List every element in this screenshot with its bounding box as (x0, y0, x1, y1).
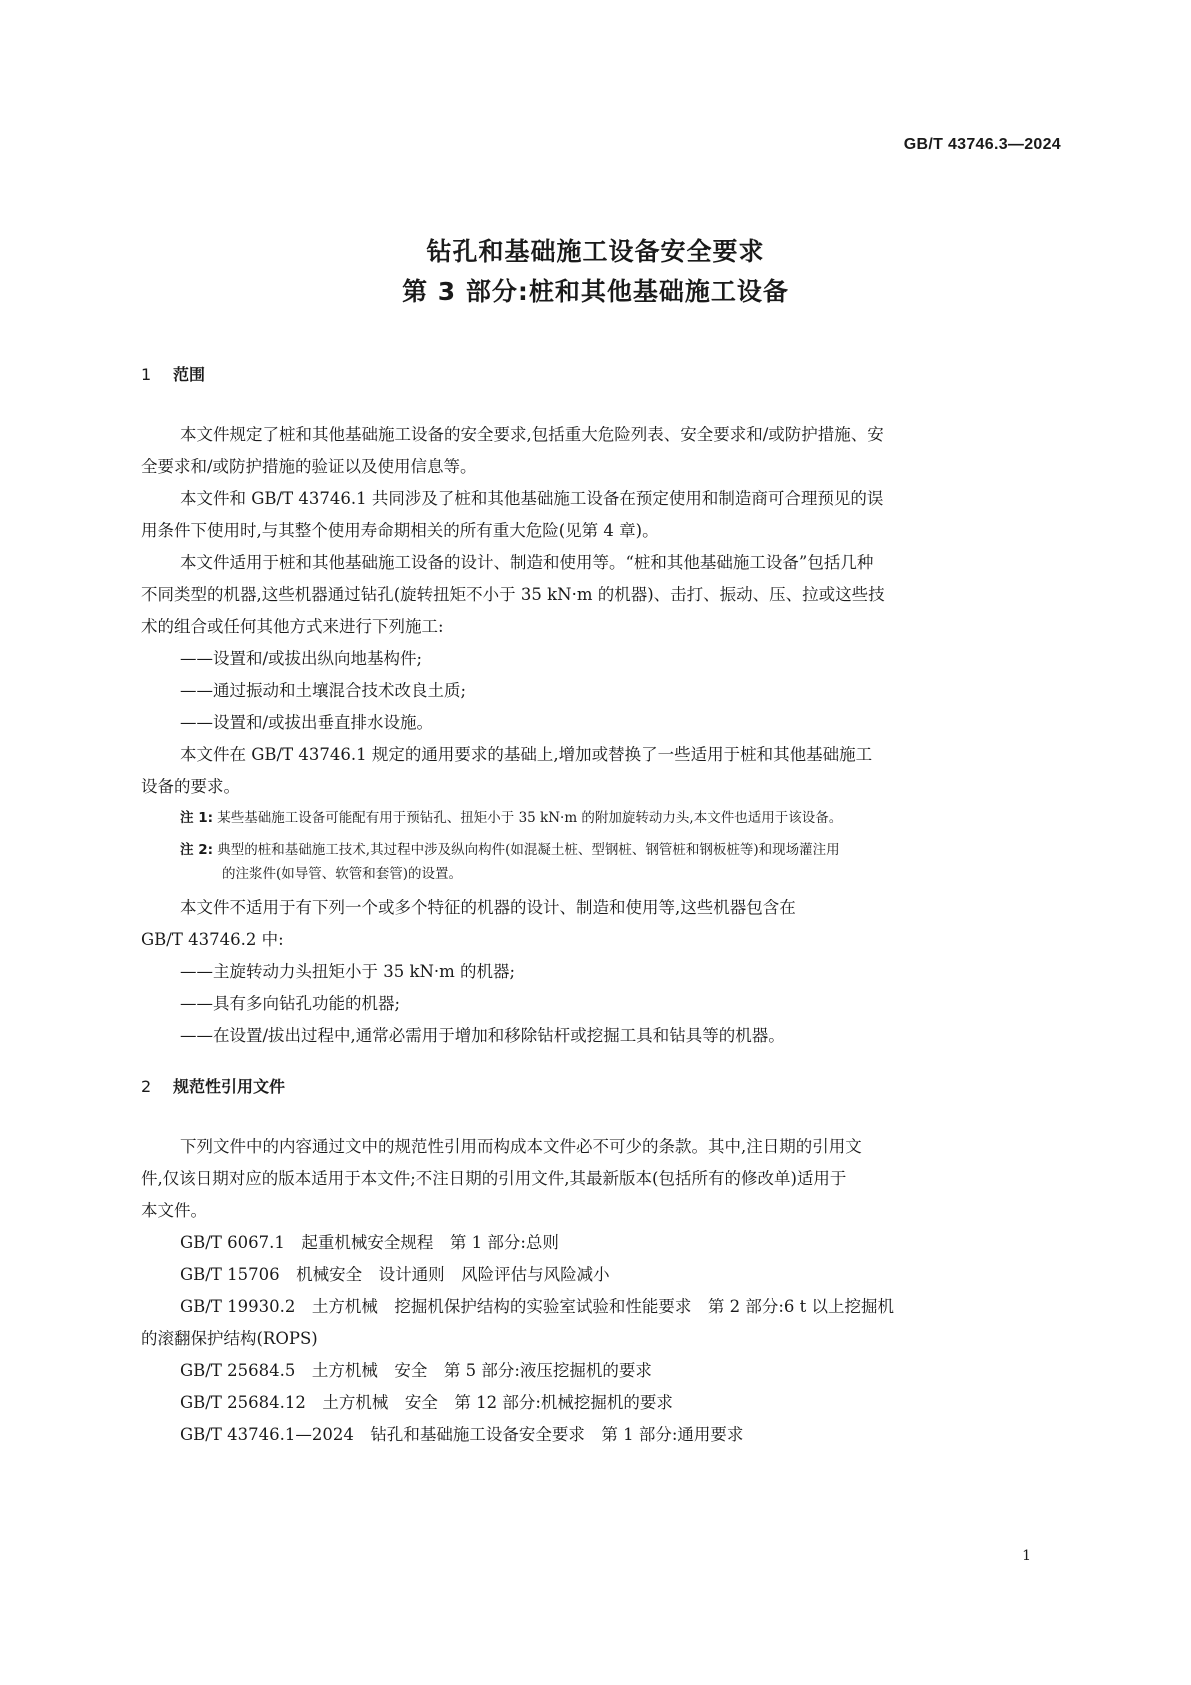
list-item: ——主旋转动力头扭矩小于 35 kN·m 的机器; (180, 962, 516, 981)
paragraph-line: 本文件和 GB/T 43746.1 共同涉及了桩和其他基础施工设备在预定使用和制造商可合理预见的误 (180, 489, 884, 508)
section-1-heading (141, 362, 205, 385)
reference-item: GB/T 15706 机械安全 设计通则 风险评估与风险减小 (180, 1265, 610, 1284)
paragraph-line: 本文件适用于桩和其他基础施工设备的设计、制造和使用等。“桩和其他基础施工设备”包括几种 (180, 553, 874, 572)
list-item: ——设置和/或拔出垂直排水设施。 (180, 713, 434, 732)
section-title: 范围 (173, 365, 206, 384)
paragraph-line: 不同类型的机器,这些机器通过钻孔(旋转扭矩不小于 35 kN·m 的机器)、击打、振动、压、拉或这些技 (141, 585, 885, 604)
list-item: ——具有多向钻孔功能的机器; (180, 994, 401, 1013)
reference-item-continued: 的滚翻保护结构(ROPS) (141, 1329, 318, 1348)
document-subtitle: 第 3 部分:桩和其他基础施工设备 (402, 277, 789, 306)
note-text: 典型的桩和基础施工技术,其过程中涉及纵向构件(如混凝土桩、型钢桩、钢管桩和钢板桩等)和现场灌注用 (217, 842, 840, 858)
paragraph-line: 本文件在 GB/T 43746.1 规定的通用要求的基础上,增加或替换了一些适用于桩和其他基础施工 (180, 745, 873, 764)
document-title: 钻孔和基础施工设备安全要求 (426, 237, 765, 266)
note-1 (180, 806, 842, 826)
reference-item: GB/T 43746.1—2024 钻孔和基础施工设备安全要求 第 1 部分:通用要求 (180, 1425, 744, 1444)
section-2-heading (141, 1074, 285, 1097)
paragraph-line: 本文件不适用于有下列一个或多个特征的机器的设计、制造和使用等,这些机器包含在 (180, 898, 796, 917)
note-text: 某些基础施工设备可能配有用于预钻孔、扭矩小于 35 kN·m 的附加旋转动力头,本文件也适用于该设备。 (217, 810, 843, 826)
paragraph-line: 全要求和/或防护措施的验证以及使用信息等。 (141, 457, 477, 476)
section-number: 1 (141, 365, 152, 384)
paragraph-line: 设备的要求。 (141, 777, 240, 796)
paragraph-line: 用条件下使用时,与其整个使用寿命期相关的所有重大危险(见第 4 章)。 (141, 521, 659, 540)
list-item: ——设置和/或拔出纵向地基构件; (180, 649, 423, 668)
paragraph-line: 下列文件中的内容通过文中的规范性引用而构成本文件必不可少的条款。其中,注日期的引用文 (180, 1137, 862, 1156)
standard-code: GB/T 43746.3—2024 (903, 136, 1061, 153)
list-item: ——通过振动和土壤混合技术改良土质; (180, 681, 467, 700)
section-number: 2 (141, 1077, 152, 1096)
reference-item: GB/T 25684.5 土方机械 安全 第 5 部分:液压挖掘机的要求 (180, 1361, 652, 1380)
page-number: 1 (1022, 1548, 1031, 1564)
paragraph-line: 件,仅该日期对应的版本适用于本文件;不注日期的引用文件,其最新版本(包括所有的修改单)适用于 (141, 1169, 847, 1188)
paragraph-line: 本文件规定了桩和其他基础施工设备的安全要求,包括重大危险列表、安全要求和/或防护措施、安 (180, 425, 884, 444)
note-label: 注 1: (180, 810, 213, 826)
section-title: 规范性引用文件 (173, 1077, 286, 1096)
paragraph-line: 术的组合或任何其他方式来进行下列施工: (141, 617, 444, 636)
reference-item: GB/T 19930.2 土方机械 挖掘机保护结构的实验室试验和性能要求 第 2 部分:6 t 以上挖掘机 (180, 1297, 895, 1316)
list-item: ——在设置/拔出过程中,通常必需用于增加和移除钻杆或挖掘工具和钻具等的机器。 (180, 1026, 785, 1045)
paragraph-line: 本文件。 (141, 1201, 207, 1220)
reference-item: GB/T 6067.1 起重机械安全规程 第 1 部分:总则 (180, 1233, 559, 1252)
note-label: 注 2: (180, 842, 213, 858)
note-2 (180, 838, 840, 858)
note-text-continued: 的注浆件(如导管、软管和套管)的设置。 (222, 866, 463, 882)
reference-item: GB/T 25684.12 土方机械 安全 第 12 部分:机械挖掘机的要求 (180, 1393, 673, 1412)
paragraph-line: GB/T 43746.2 中: (141, 930, 284, 949)
